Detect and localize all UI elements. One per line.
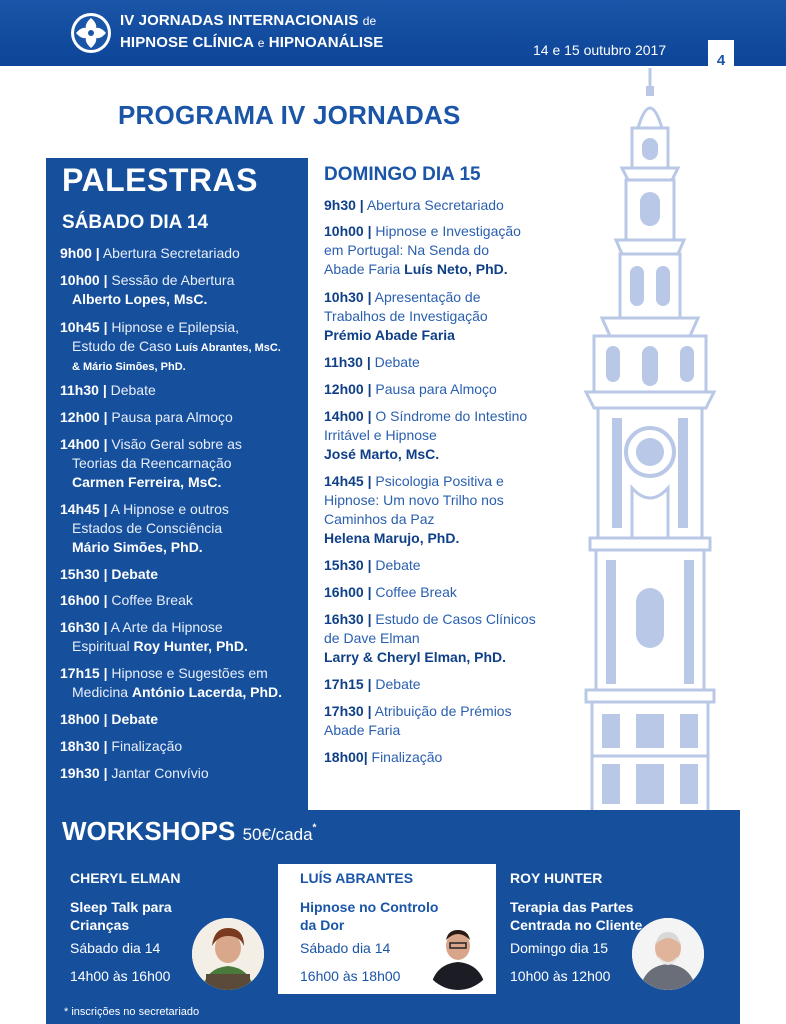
item-time: 18h30 | [60,738,108,754]
item-text-line2: Teorias da Reencarnação [72,455,232,471]
item-text: Atribuição de Prémios [374,703,512,719]
event-dates: 14 e 15 outubro 2017 [533,42,667,58]
item-text-line2: Irritável e Hipnose [324,427,437,443]
workshop-topic-line1: Hipnose no Controlo [300,899,439,915]
workshops-heading [62,816,316,847]
item-text-line2: Medicina [72,684,129,700]
schedule-item [60,408,233,427]
speaker-portrait-icon [422,918,494,990]
event-title-line1 [120,12,376,29]
workshops-title: WORKSHOPS [62,816,236,846]
item-text: Debate [375,676,421,692]
schedule-item [60,381,156,400]
schedule-item [324,222,521,279]
clerigos-tower-icon [566,68,734,812]
item-time: 10h45 | [60,319,108,335]
speaker-portrait-icon [192,918,264,990]
item-speaker: Luís Neto, PhD. [404,261,508,277]
workshop-topic-line2: Crianças [70,917,130,933]
item-text: Pausa para Almoço [375,381,497,397]
item-speaker: Helena Marujo, PhD. [324,530,460,546]
schedule-item [60,618,248,656]
item-time: 17h15 | [60,665,108,681]
event-title-main: IV JORNADAS INTERNACIONAIS [120,12,359,29]
workshop-topic-line2: da Dor [300,917,345,933]
workshops-price: 50€/cada [242,825,313,844]
event-title-part-b: HIPNOANÁLISE [268,34,384,51]
item-time: 11h30 | [60,382,107,398]
item-text: Coffee Break [375,584,457,600]
schedule-item [60,764,209,783]
workshop-topic [300,898,438,934]
saturday-heading: SÁBADO DIA 14 [62,212,209,233]
workshop-card [488,864,706,994]
workshops-section [46,810,740,1024]
item-time: 10h30 | [324,289,372,305]
workshop-time: 16h00 às 18h00 [300,968,401,984]
workshop-day: Domingo dia 15 [510,940,609,956]
item-text: Apresentação de [374,289,481,305]
item-text-line2: Estudo de Caso [72,338,172,354]
item-time: 14h45 | [60,501,108,517]
event-title-connector-2: e [257,36,265,50]
item-time: 14h00 | [324,408,372,424]
item-text-line2: Espiritual [72,638,130,654]
item-text-line3: Abade Faria [324,261,401,277]
item-text: Abertura Secretariado [102,245,240,261]
item-text: O Síndrome do Intestino [375,408,528,424]
schedule-item [324,353,420,372]
item-time: 15h30 | Debate [60,566,159,582]
item-speaker: Luís Abrantes, MsC. [175,342,281,354]
schedule-item [324,407,527,464]
event-title-connector: de [362,14,377,28]
item-text-line2: de Dave Elman [324,630,420,646]
page-title: PROGRAMA IV JORNADAS [118,100,461,130]
schedule-item [60,271,234,309]
item-time: 14h45 | [324,473,372,489]
item-text: Hipnose e Sugestões em [111,665,268,681]
item-speaker-2: & Mário Simões, PhD. [72,361,186,373]
item-text-line2: Trabalhos de Investigação [324,308,488,324]
item-text: A Hipnose e outros [110,501,229,517]
workshop-day: Sábado dia 14 [300,940,391,956]
item-text-line2: Estados de Consciência [72,520,223,536]
schedule-item [60,737,182,756]
item-text-line2: em Portugal: Na Senda do [324,242,489,258]
schedule-item [324,288,488,345]
workshop-speaker-name: ROY HUNTER [510,870,603,886]
item-text: Jantar Convívio [111,765,209,781]
item-text: Hipnose e Epilepsia, [111,319,240,335]
item-time: 17h30 | [324,703,372,719]
schedule-item [60,565,158,584]
price-footnote-mark: * [312,822,317,834]
item-speaker: António Lacerda, PhD. [131,684,283,700]
item-time: 19h30 | [60,765,108,781]
palestras-heading: PALESTRAS [62,162,258,198]
speaker-photo-avatar [192,918,264,990]
workshop-topic-line1: Sleep Talk para [70,899,172,915]
workshop-card [48,864,266,994]
item-text: Finalização [111,738,183,754]
event-logo-icon [70,12,112,54]
item-text: Abertura Secretariado [366,197,504,213]
workshop-topic-line2: Centrada no Cliente [510,917,643,933]
item-time: 10h00 | [324,223,372,239]
item-time: 18h00| [324,749,368,765]
schedule-item [324,196,504,215]
event-title-line2 [120,34,383,51]
item-text-line3: Caminhos da Paz [324,511,435,527]
item-time: 10h00 | [60,272,108,288]
workshop-card-highlighted [278,864,496,994]
item-time: 16h30 | [60,619,108,635]
item-time: 11h30 | [324,354,371,370]
schedule-item [324,702,512,740]
header-bar [0,0,786,66]
schedule-item [324,472,504,548]
speaker-photo-avatar [422,918,494,990]
speaker-portrait-icon [632,918,704,990]
item-time: 15h30 | [324,557,372,573]
item-speaker: Carmen Ferreira, MsC. [72,474,222,490]
item-text: Hipnose e Investigação [375,223,521,239]
item-text: Debate [374,354,420,370]
schedule-item [60,435,242,492]
workshop-time: 14h00 às 16h00 [70,968,171,984]
item-speaker: José Marto, MsC. [324,446,440,462]
item-text: Visão Geral sobre as [111,436,242,452]
event-title-part-a: HIPNOSE CLÍNICA [120,34,254,51]
item-speaker: Mário Simões, PhD. [72,539,203,555]
speaker-photo-avatar [632,918,704,990]
item-speaker: Alberto Lopes, MsC. [72,291,208,307]
item-text: Debate [110,382,156,398]
item-text: Coffee Break [111,592,193,608]
item-text: Sessão de Abertura [111,272,235,288]
item-time: 16h00 | [60,592,108,608]
item-time: 16h00 | [324,584,372,600]
schedule-item [324,380,497,399]
item-text: A Arte da Hipnose [110,619,223,635]
item-time: 9h30 | [324,197,364,213]
schedule-item [60,318,281,377]
schedule-item [324,748,442,767]
workshop-speaker-name: CHERYL ELMAN [70,870,181,886]
workshops-footnote: * inscrições no secretariado [64,1006,200,1018]
sunday-heading: DOMINGO DIA 15 [324,164,481,185]
item-speaker: Roy Hunter, PhD. [133,638,248,654]
schedule-item [324,583,457,602]
schedule-item [60,500,229,557]
item-text: Pausa para Almoço [111,409,233,425]
item-time: 14h00 | [60,436,108,452]
item-time: 16h30 | [324,611,372,627]
item-text-line2: Hipnose: Um novo Trilho nos [324,492,504,508]
schedule-item [324,610,536,667]
item-speaker: Prémio Abade Faria [324,327,455,343]
schedule-item [60,591,193,610]
workshop-day: Sábado dia 14 [70,940,161,956]
page-number: 4 [708,40,734,74]
schedule-item [60,710,158,729]
item-text: Estudo de Casos Clínicos [375,611,536,627]
item-time: 9h00 | [60,245,100,261]
item-time: 18h00 | Debate [60,711,159,727]
item-text: Debate [375,557,421,573]
workshop-speaker-name: LUÍS ABRANTES [300,870,414,886]
item-text: Finalização [371,749,443,765]
item-speaker: Larry & Cheryl Elman, PhD. [324,649,507,665]
schedule-item [324,556,421,575]
workshop-topic [70,898,172,934]
schedule-item [60,664,282,702]
workshop-time: 10h00 às 12h00 [510,968,611,984]
palestras-panel [46,158,308,810]
schedule-item [60,244,240,263]
item-time: 12h00 | [60,409,108,425]
item-text-line2: Abade Faria [324,722,401,738]
schedule-item [324,675,421,694]
workshop-topic-line1: Terapia das Partes [510,899,634,915]
item-text: Psicologia Positiva e [375,473,504,489]
workshop-topic [510,898,642,934]
item-time: 12h00 | [324,381,372,397]
item-time: 17h15 | [324,676,372,692]
